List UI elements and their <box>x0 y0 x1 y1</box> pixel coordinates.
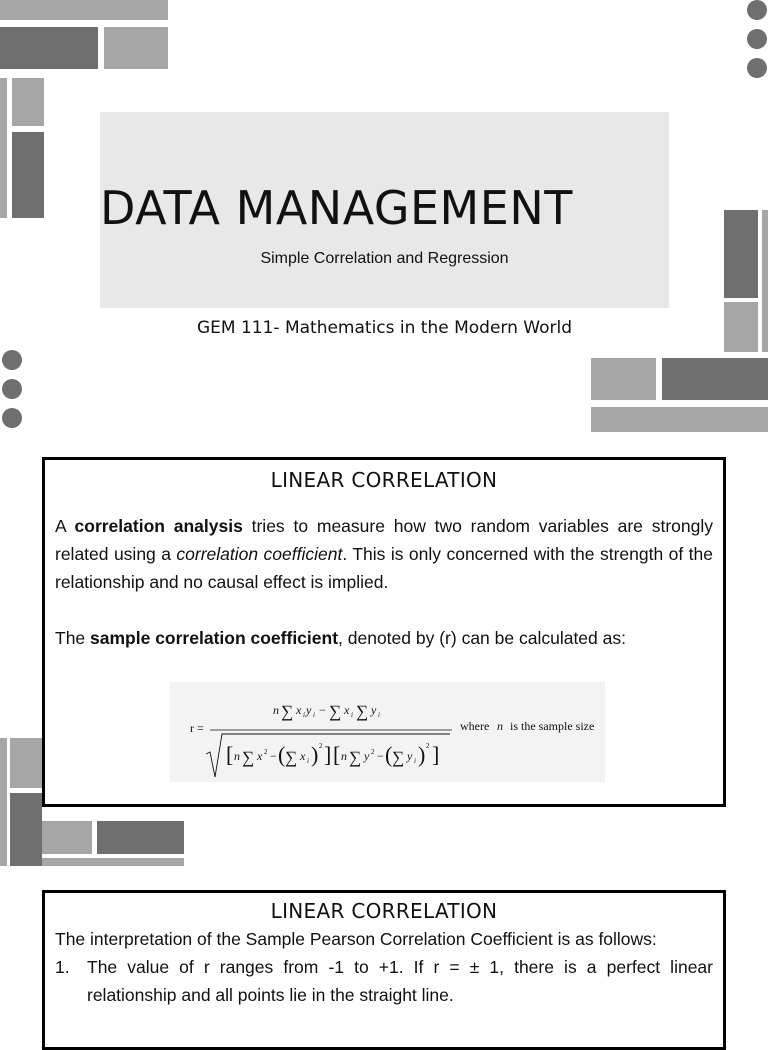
svg-text:∑: ∑ <box>285 748 298 767</box>
svg-text:−: − <box>270 749 277 763</box>
svg-text:∑: ∑ <box>356 702 369 721</box>
formula-lhs: r = <box>190 721 204 735</box>
term-sample-correlation-coefficient: sample correlation coefficient <box>90 628 339 648</box>
svg-text:x: x <box>344 703 350 717</box>
linear-correlation-interpretation-card <box>42 890 726 1050</box>
list-item-number: 1. <box>55 957 70 977</box>
decor-dot <box>2 408 22 428</box>
linear-correlation-card <box>42 457 726 807</box>
svg-text:i: i <box>351 711 353 719</box>
svg-text:y: y <box>306 703 312 717</box>
svg-text:n: n <box>234 749 240 763</box>
decor-block <box>591 358 656 400</box>
sample-coefficient-paragraph <box>55 624 713 652</box>
text-run: A <box>55 516 75 536</box>
svg-text:∑: ∑ <box>392 748 405 767</box>
svg-text:x: x <box>257 749 263 763</box>
decor-block <box>0 0 168 20</box>
decor-block <box>42 821 92 854</box>
decor-block <box>12 78 44 126</box>
svg-text:n: n <box>341 749 347 763</box>
svg-text:]: ] <box>324 742 332 767</box>
svg-text:(: ( <box>385 742 393 767</box>
svg-text:[: [ <box>333 742 341 767</box>
decor-block <box>0 27 98 69</box>
text-run: . This is only concerned with the strength of the relationship and no causal effect is implied. <box>55 544 713 592</box>
svg-text:i: i <box>378 711 380 719</box>
svg-text:y: y <box>407 749 413 763</box>
svg-text:∑: ∑ <box>242 748 255 767</box>
formula-numerator <box>273 702 380 721</box>
svg-text:∑: ∑ <box>329 702 342 721</box>
list-item-text: The value of r ranges from -1 to +1. If r = ± 1, there is a perfect linear relationship and all points lie in the straight line. <box>87 957 713 1005</box>
decor-dot <box>2 350 22 370</box>
svg-text:x: x <box>296 703 302 717</box>
svg-text:(: ( <box>278 742 286 767</box>
formula-where: where <box>460 719 490 733</box>
slide-title: DATA MANAGEMENT <box>100 181 573 235</box>
svg-text:): ) <box>311 742 319 767</box>
svg-text:2: 2 <box>371 748 375 756</box>
text-run: tries to measure how two random variables are strongly related using a <box>55 516 713 564</box>
decor-block <box>10 738 42 788</box>
decor-block <box>662 358 768 400</box>
decor-dot <box>747 0 767 20</box>
interpretation-list <box>55 953 713 1009</box>
svg-text:2: 2 <box>426 742 430 750</box>
decor-block <box>0 738 7 866</box>
decor-block <box>10 793 42 866</box>
svg-text:i: i <box>307 757 309 765</box>
correlation-formula <box>170 682 605 782</box>
decor-block <box>591 407 768 432</box>
formula-denominator <box>206 734 450 777</box>
course-name: GEM 111- Mathematics in the Modern World <box>196 318 573 338</box>
formula-note-text: is the sample size <box>510 719 595 733</box>
term-correlation-analysis: correlation analysis <box>74 516 243 536</box>
svg-text:i: i <box>303 711 305 719</box>
svg-text:y: y <box>364 749 370 763</box>
svg-text:i: i <box>414 757 416 765</box>
svg-text:∑: ∑ <box>349 748 362 767</box>
decor-dot <box>747 58 767 78</box>
decor-block <box>97 821 184 854</box>
decor-block <box>724 302 758 352</box>
svg-text:2: 2 <box>264 748 268 756</box>
svg-text:2: 2 <box>319 742 323 750</box>
interpretation-intro: The interpretation of the Sample Pearson Correlation Coefficient is as follows: <box>55 929 657 949</box>
svg-text:]: ] <box>432 742 440 767</box>
text-run: The <box>55 628 91 648</box>
term-correlation-coefficient: correlation coefficient <box>176 544 343 564</box>
formula-n: n <box>497 719 503 733</box>
svg-text:x: x <box>300 749 306 763</box>
card-heading: LINEAR CORRELATION <box>270 468 498 492</box>
slide-subtitle: Simple Correlation and Regression <box>260 250 509 267</box>
correlation-analysis-paragraph <box>55 512 713 596</box>
decor-dot <box>2 379 22 399</box>
card-heading: LINEAR CORRELATION <box>270 899 498 923</box>
decor-dot <box>747 29 767 49</box>
list-item <box>55 953 713 1009</box>
svg-text:): ) <box>418 742 426 767</box>
svg-text:−: − <box>319 703 326 717</box>
formula-note <box>460 719 594 733</box>
text-run: , denoted by (r) can be calculated as: <box>338 628 626 648</box>
decor-block <box>104 27 168 69</box>
svg-text:[: [ <box>226 742 234 767</box>
svg-text:y: y <box>371 703 377 717</box>
svg-text:∑: ∑ <box>281 702 294 721</box>
svg-text:−: − <box>377 749 384 763</box>
svg-text:n: n <box>273 703 279 717</box>
svg-text:i: i <box>313 711 315 719</box>
decor-block <box>42 858 184 866</box>
